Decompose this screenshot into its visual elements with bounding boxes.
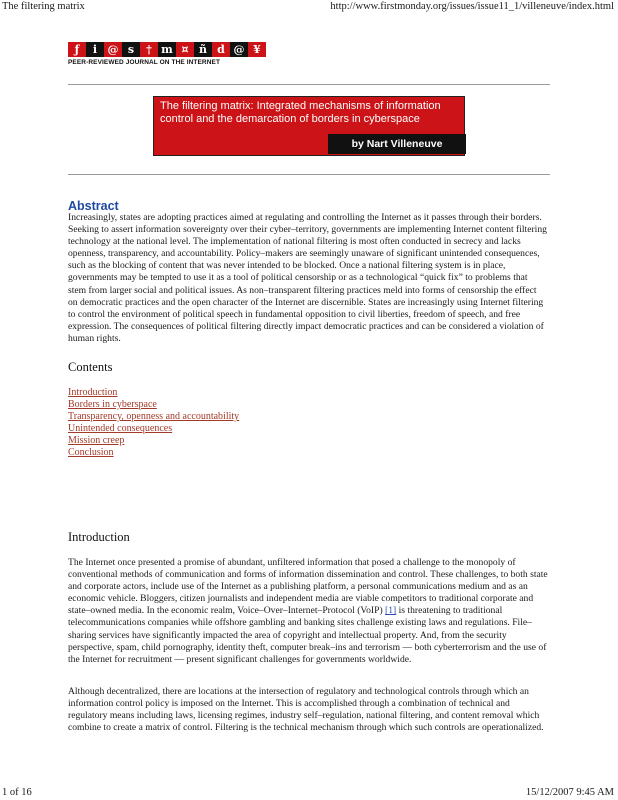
toc-link-introduction[interactable]: Introduction xyxy=(68,387,118,398)
toc-link-mission-creep[interactable]: Mission creep xyxy=(68,435,125,447)
logo-glyph: s xyxy=(122,42,140,57)
abstract-heading: Abstract xyxy=(68,199,119,213)
logo-glyph: d xyxy=(212,42,230,57)
table-of-contents xyxy=(68,387,239,460)
logo-glyph: ¤ xyxy=(176,42,194,57)
introduction-paragraph-1 xyxy=(68,557,548,666)
logo-tagline: PEER-REVIEWED JOURNAL ON THE INTERNET xyxy=(68,59,221,66)
logo-glyph: ñ xyxy=(194,42,212,57)
logo-glyph-row xyxy=(68,42,266,57)
footnote-ref-1[interactable]: [1] xyxy=(385,605,397,617)
logo-glyph: † xyxy=(140,42,158,57)
print-timestamp: 15/12/2007 9:45 AM xyxy=(525,787,614,798)
introduction-heading: Introduction xyxy=(68,530,130,544)
logo-glyph: ƒ xyxy=(68,42,86,57)
logo-glyph: i xyxy=(86,42,104,57)
journal-logo[interactable] xyxy=(68,42,266,66)
contents-heading: Contents xyxy=(68,360,113,374)
toc-link-unintended[interactable]: Unintended consequences xyxy=(68,423,173,435)
abstract-text: Increasingly, states are adopting practices aimed at regulating and controlling the Internet as it passes through their borders. Seeking to assert information sovereignty over their cyber–territory, governments are implementing Internet content filtering technology at the national level. The implementation of national filtering is most often conducted in secrecy and lacks openness, transparency, and accountability. Policy–makers are seemingly unaware of significant unintended consequences, such as the blocking of content that was never intended to be blocked. Once a national filtering system is in place, governments may be tempted to use it as a tool of political censorship or as a technological “quick fix” to problems that stem from larger social and political issues. As non–transparent filtering practices meld into forms of censorship the effect on democratic practices and the open character of the Internet are discernible. States are increasingly using Internet filtering to control the environment of political speech in fundamental opposition to civil liberties, freedom of speech, and free expression. The consequences of political filtering directly impact democratic practices and can be considered a violation of human rights. xyxy=(68,212,547,344)
page-header-title: The filtering matrix xyxy=(2,1,85,12)
divider-top xyxy=(68,84,550,85)
logo-glyph: m xyxy=(158,42,176,57)
toc-link-borders[interactable]: Borders in cyberspace xyxy=(68,399,157,411)
logo-glyph: @ xyxy=(104,42,122,57)
page-number: 1 of 16 xyxy=(2,787,32,798)
toc-link-conclusion[interactable]: Conclusion xyxy=(68,447,114,459)
page-header-url[interactable]: http://www.firstmonday.org/issues/issue11_1/villeneuve/index.html xyxy=(330,1,614,12)
logo-glyph: @ xyxy=(230,42,248,57)
toc-link-transparency[interactable]: Transparency, openness and accountability xyxy=(68,411,240,423)
divider-mid xyxy=(68,174,550,175)
intro-p1-text-b: is threatening to traditional telecommunications companies while offshore gambling and banking sites challenge existing laws and regulations. File–sharing services have significantly impacted the area of copyright and intellectual property. And, from the security perspective, spam, child pornography, identity theft, computer break–ins and terrorism — both cyberterrorism and the use of the Internet for recruitment — present significant challenges for governments worldwide. xyxy=(68,605,547,665)
introduction-paragraph-2: Although decentralized, there are locations at the intersection of regulatory and technological controls through which an information control policy is imposed on the Internet. This is accomplished through a combination of technical and regulatory means including laws, licensing regimes, industry self–regulation, national filtering, and content removal which combine to create a matrix of control. Filtering is the technical mechanism through which such controls are operationalized. xyxy=(68,686,544,734)
article-title: The filtering matrix: Integrated mechanisms of information control and the demarcation of borders in cyberspace xyxy=(160,100,441,125)
logo-glyph: ¥ xyxy=(248,42,266,57)
article-author: by Nart Villeneuve xyxy=(328,134,466,154)
intro-p1-text-a: The Internet once presented a promise of abundant, unfiltered information that posed a challenge to the monopoly of conventional methods of communication and forms of information dissemination and control. These challenges, to both state and corporate actors, include use of the Internet as a publishing platform, a personal communications medium and as an economic vehicle. Bloggers, citizen journalists and independent media are viable competitors to traditional corporate and state–owned media. In the economic realm, Voice–Over–Internet–Protocol (VoIP) xyxy=(68,557,548,617)
